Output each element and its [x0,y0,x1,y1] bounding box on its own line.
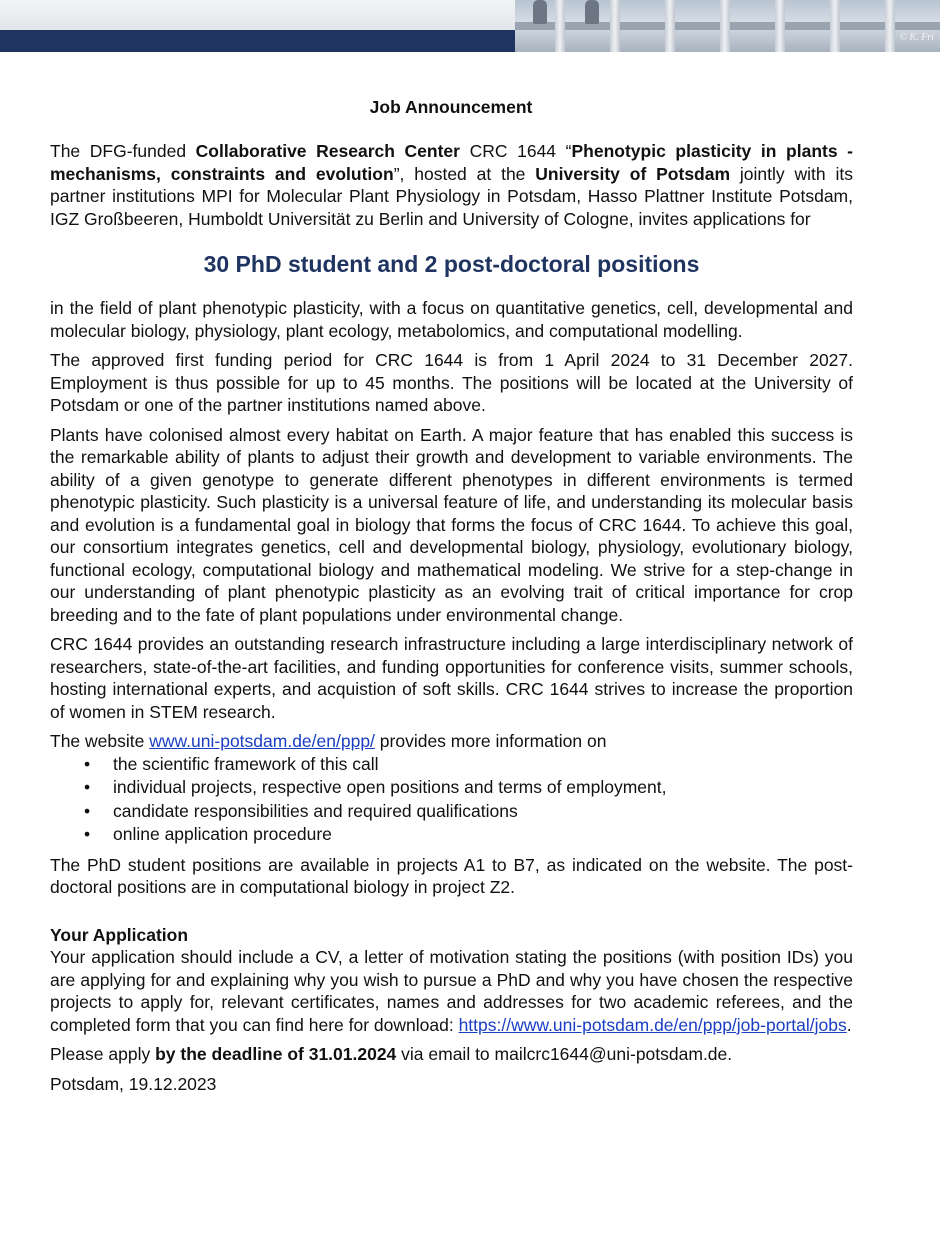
document-body [50,140,853,1102]
positions-heading: 30 PhD student and 2 post-doctoral positions [203,251,700,277]
header-banner [0,0,940,52]
intro-paragraph: The DFG-funded Collaborative Research Center CRC 1644 “Phenotypic plasticity in plants - mechanisms, constraints and evolution”, hosted at the University of Potsdam jointly with its partner institutions MPI for Molecular Plant Physiology in Potsdam, Hasso Plattner Institute Potsdam, IGZ Großbeeren, Humboldt Universität zu Berlin and University of Cologne, invites applications for [50,141,854,229]
job-portal-link[interactable]: https://www.uni-potsdam.de/en/ppp/job-portal/jobs [458,1014,847,1035]
bullet-icon: • [84,824,91,844]
bullet-icon: • [84,777,91,797]
bullet-icon: • [84,753,91,774]
place-date: Potsdam, 19.12.2023 [50,1073,217,1094]
bullet-icon: • [84,800,91,821]
deadline-line: Please apply by the deadline of 31.01.2024 via email to mailcrc1644@uni-potsdam.de. [50,1044,733,1064]
list-item: • the scientific framework of this call [50,753,853,777]
list-item: • candidate responsibilities and required qualifications [50,800,853,824]
banner-building-photo [515,0,940,52]
field-paragraph: in the field of plant phenotypic plasticity, with a focus on quantitative genetics, cell, developmental and molecular biology, physiology, plant ecology, metabolomics, and computational modelling. [50,298,853,341]
funding-paragraph: The approved first funding period for CRC 1644 is from 1 April 2024 to 31 December 2027. Employment is thus possible for up to 45 months. The positions will be located at the University of Potsdam or one of the partner institutions named above. [50,350,853,415]
website-line: The website www.uni-potsdam.de/en/ppp/ provides more information on [50,731,607,751]
banner-navy-bar [0,30,515,52]
list-item: • online application procedure [50,823,853,847]
banner-sky [0,0,515,30]
website-link[interactable]: www.uni-potsdam.de/en/ppp/ [149,731,375,751]
application-paragraph: Your application should include a CV, a letter of motivation stating the positions (with position IDs) you are applying for and explaining why you wish to pursue a PhD and why you have chosen the respective projects to apply for, relevant certificates, names and addresses for two academic referees, and the completed form that you can find here for download: https://www.uni-potsdam.de/en/ppp/job-portal/jobs. [50,947,853,1035]
infrastructure-paragraph: CRC 1644 provides an outstanding research infrastructure including a large interdisciplinary network of researchers, state-of-the-art facilities, and funding opportunities for conference visits, summer schools, hosting international experts, and acquistion of soft skills. CRC 1644 strives to increase the proportion of women in STEM research. [50,634,853,722]
projects-paragraph: The PhD student positions are available in projects A1 to B7, as indicated on the website. The post-doctoral positions are in computational biology in project Z2. [50,854,853,897]
info-list [50,753,853,847]
list-item: • individual projects, respective open positions and terms of employment, [50,776,853,800]
science-paragraph: Plants have colonised almost every habitat on Earth. A major feature that has enabled this success is the remarkable ability of plants to adjust their growth and development to variable environments. The ability of a given genotype to generate different phenotypes in different environments is termed phenotypic plasticity. Such plasticity is a universal feature of life, and understanding its molecular basis and evolution is a fundamental goal in biology that forms the focus of CRC 1644. To achieve this goal, our consortium integrates genetics, cell and developmental biology, physiology, evolutionary biology, functional ecology, computational biology and mathematical modeling. We strive for a step-change in our understanding of plant phenotypic plasticity as an evolving trait of critical importance for crop breeding and to the fate of plant populations under environmental change. [50,424,853,625]
application-heading: Your Application [50,924,189,945]
page-title: Job Announcement [369,97,533,117]
photo-copyright: © K. Fri [899,32,934,43]
